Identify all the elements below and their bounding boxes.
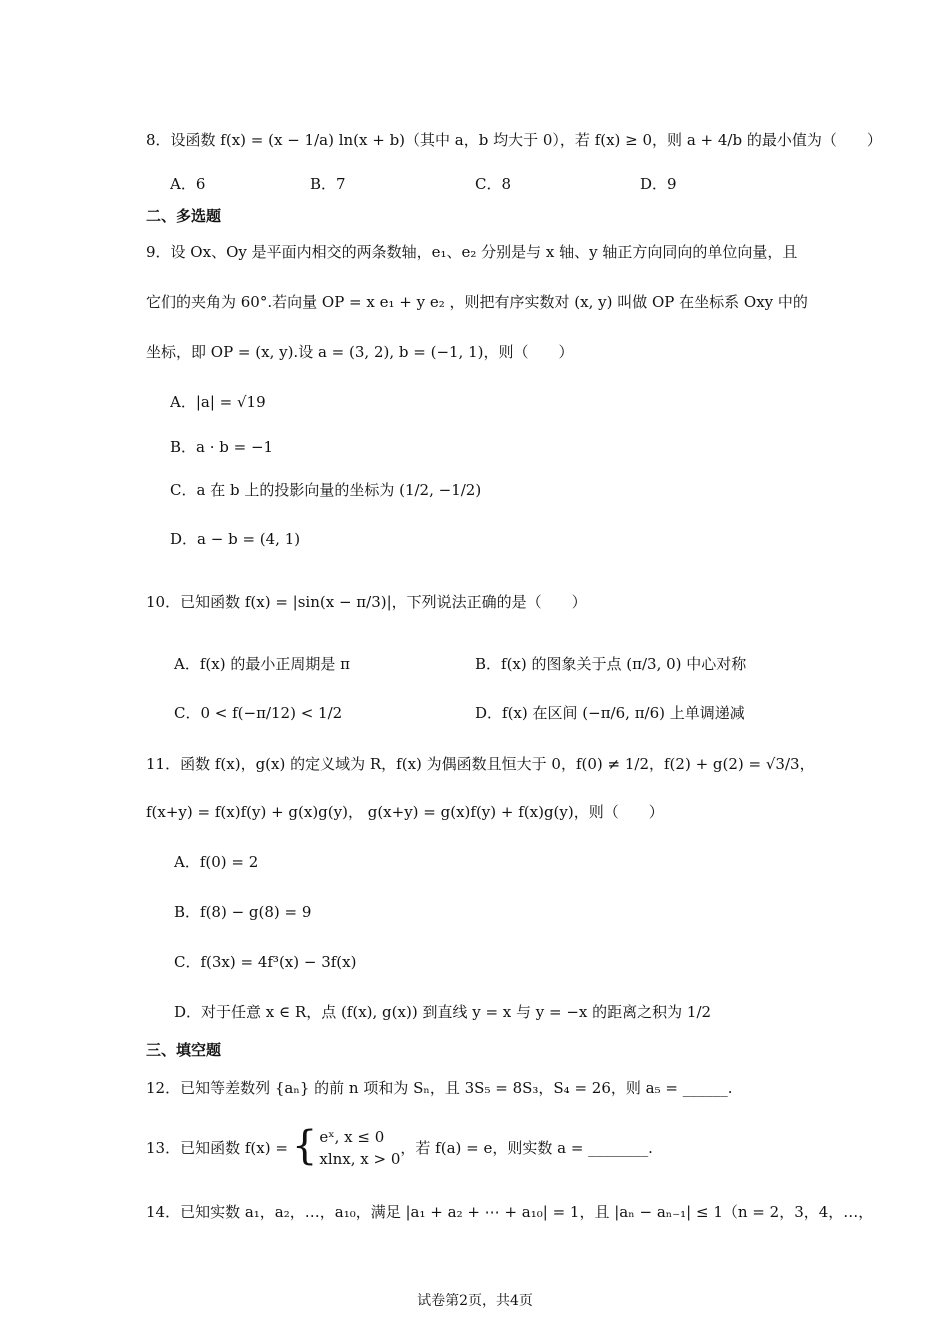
q8-option-a: A．6 — [170, 175, 206, 193]
q11-option-a: A．f(0) = 2 — [174, 853, 259, 871]
q11-option-d: D．对于任意 x ∈ R，点 (f(x), g(x)) 到直线 y = x 与 y = −x 的距离之积为 1/2 — [174, 1003, 712, 1021]
q9-option-c: C．a 在 b 上的投影向量的坐标为 (1/2, −1/2) — [170, 481, 482, 499]
q14-stem: 14．已知实数 a₁，a₂，…，a₁₀，满足 |a₁ + a₂ + ⋯ + a₁₀| = 1，且 |aₙ − aₙ₋₁| ≤ 1（n = 2，3，4，…， — [146, 1203, 874, 1221]
q13-case-1: eˣ, x ≤ 0 — [319, 1128, 385, 1146]
q13-left-brace: { — [291, 1123, 318, 1169]
q10-option-a: A．f(x) 的最小正周期是 π — [174, 655, 350, 673]
q9-option-d: D．a − b = (4, 1) — [170, 530, 301, 548]
page-footer: 试卷第2页，共4页 — [417, 1293, 533, 1309]
q9-stem-line-1: 9．设 Ox、Oy 是平面内相交的两条数轴，e₁、e₂ 分别是与 x 轴、y 轴正方向同向的单位向量，且 — [146, 243, 798, 261]
q13-case-2: xlnx, x > 0 — [319, 1150, 401, 1168]
q9-option-a: A．|a| = √19 — [170, 393, 266, 411]
q11-option-b: B．f(8) − g(8) = 9 — [174, 903, 312, 921]
q8-option-b: B．7 — [310, 175, 346, 193]
q13-cases — [319, 1126, 400, 1170]
q9-stem-line-2: 它们的夹角为 60°.若向量 OP = x e₁ + y e₂ ，则把有序实数对 (x, y) 叫做 OP 在坐标系 Oxy 中的 — [146, 293, 808, 311]
q13-prefix: 13．已知函数 f(x) = — [146, 1139, 288, 1157]
q9-stem-line-3: 坐标，即 OP = (x, y).设 a = (3, 2), b = (−1, 1)，则（ ） — [146, 343, 574, 361]
q10-stem: 10．已知函数 f(x) = |sin(x − π/3)|，下列说法正确的是（ ） — [146, 593, 587, 611]
q10-option-c: C．0 < f(−π/12) < 1/2 — [174, 704, 343, 722]
q8-option-c: C．8 — [475, 175, 512, 193]
section-heading-fill-blank: 三、填空题 — [146, 1041, 222, 1059]
q11-option-c: C．f(3x) = 4f³(x) − 3f(x) — [174, 953, 357, 971]
q8-option-d: D．9 — [640, 175, 677, 193]
q10-option-d: D．f(x) 在区间 (−π/6, π/6) 上单调递减 — [475, 704, 745, 722]
q10-option-b: B．f(x) 的图象关于点 (π/3, 0) 中心对称 — [475, 655, 747, 673]
q9-option-b: B．a · b = −1 — [170, 438, 274, 456]
q11-stem-line-2: f(x+y) = f(x)f(y) + g(x)g(y)， g(x+y) = g(x)f(y) + f(x)g(y)，则（ ） — [146, 803, 664, 821]
q13-suffix: ，若 f(a) = e，则实数 a = ________. — [400, 1139, 653, 1157]
section-heading-multi-choice: 二、多选题 — [146, 207, 222, 225]
q13-stem — [146, 1120, 653, 1176]
q8-stem: 8．设函数 f(x) = (x − 1/a) ln(x + b)（其中 a，b 均大于 0），若 f(x) ≥ 0，则 a + 4/b 的最小值为（ ） — [146, 131, 882, 149]
q11-stem-line-1: 11．函数 f(x)，g(x) 的定义域为 R，f(x) 为偶函数且恒大于 0，f(0) ≠ 1/2，f(2) + g(2) = √3/3， — [146, 755, 815, 773]
q12-stem: 12．已知等差数列 {aₙ} 的前 n 项和为 Sₙ，且 3S₅ = 8S₃，S₄ = 26，则 a₅ = ______. — [146, 1079, 733, 1097]
